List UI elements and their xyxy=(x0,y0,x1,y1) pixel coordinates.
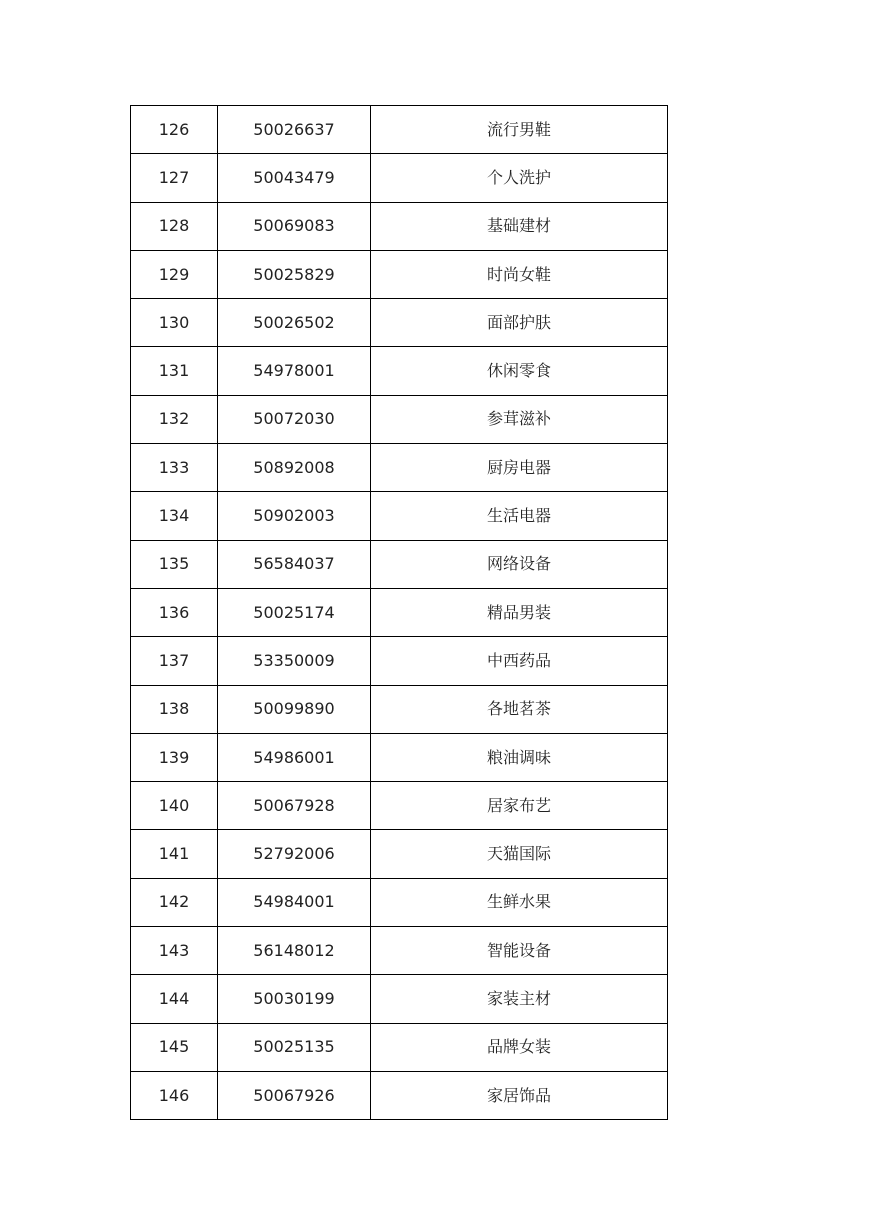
category-code-cell: 50892008 xyxy=(218,444,371,492)
category-code-cell: 50072030 xyxy=(218,395,371,443)
category-name-cell: 中西药品 xyxy=(371,637,668,685)
table-row xyxy=(131,975,668,1023)
category-code-cell: 53350009 xyxy=(218,637,371,685)
row-number-cell: 133 xyxy=(131,444,218,492)
table-row xyxy=(131,395,668,443)
table-row xyxy=(131,927,668,975)
row-number-cell: 135 xyxy=(131,540,218,588)
category-code-cell: 50026502 xyxy=(218,299,371,347)
table-row xyxy=(131,347,668,395)
category-code-cell: 50099890 xyxy=(218,685,371,733)
category-name-cell: 精品男装 xyxy=(371,588,668,636)
category-name-cell: 天猫国际 xyxy=(371,830,668,878)
row-number-cell: 126 xyxy=(131,106,218,154)
table-row xyxy=(131,299,668,347)
category-code-cell: 54984001 xyxy=(218,878,371,926)
row-number-cell: 132 xyxy=(131,395,218,443)
row-number-cell: 143 xyxy=(131,927,218,975)
row-number-cell: 140 xyxy=(131,782,218,830)
category-name-cell: 粮油调味 xyxy=(371,733,668,781)
table-row xyxy=(131,830,668,878)
row-number-cell: 138 xyxy=(131,685,218,733)
category-name-cell: 居家布艺 xyxy=(371,782,668,830)
row-number-cell: 136 xyxy=(131,588,218,636)
table-row xyxy=(131,202,668,250)
table-row xyxy=(131,492,668,540)
category-name-cell: 生鲜水果 xyxy=(371,878,668,926)
category-name-cell: 智能设备 xyxy=(371,927,668,975)
category-code-cell: 54986001 xyxy=(218,733,371,781)
category-code-cell: 50067926 xyxy=(218,1071,371,1119)
category-code-cell: 56584037 xyxy=(218,540,371,588)
row-number-cell: 128 xyxy=(131,202,218,250)
category-name-cell: 家居饰品 xyxy=(371,1071,668,1119)
table-row xyxy=(131,250,668,298)
table-row xyxy=(131,106,668,154)
table-row xyxy=(131,733,668,781)
category-name-cell: 品牌女装 xyxy=(371,1023,668,1071)
category-name-cell: 基础建材 xyxy=(371,202,668,250)
category-code-cell: 50067928 xyxy=(218,782,371,830)
category-name-cell: 休闲零食 xyxy=(371,347,668,395)
row-number-cell: 130 xyxy=(131,299,218,347)
category-code-cell: 50069083 xyxy=(218,202,371,250)
row-number-cell: 141 xyxy=(131,830,218,878)
row-number-cell: 137 xyxy=(131,637,218,685)
table-row xyxy=(131,154,668,202)
category-code-cell: 54978001 xyxy=(218,347,371,395)
row-number-cell: 134 xyxy=(131,492,218,540)
row-number-cell: 142 xyxy=(131,878,218,926)
category-name-cell: 家装主材 xyxy=(371,975,668,1023)
category-code-cell: 52792006 xyxy=(218,830,371,878)
category-name-cell: 参茸滋补 xyxy=(371,395,668,443)
row-number-cell: 145 xyxy=(131,1023,218,1071)
category-code-cell: 56148012 xyxy=(218,927,371,975)
table-row xyxy=(131,444,668,492)
table-row xyxy=(131,685,668,733)
category-table xyxy=(130,105,668,1120)
table-body xyxy=(131,106,668,1120)
category-name-cell: 个人洗护 xyxy=(371,154,668,202)
row-number-cell: 127 xyxy=(131,154,218,202)
row-number-cell: 146 xyxy=(131,1071,218,1119)
row-number-cell: 131 xyxy=(131,347,218,395)
row-number-cell: 144 xyxy=(131,975,218,1023)
category-name-cell: 时尚女鞋 xyxy=(371,250,668,298)
category-name-cell: 面部护肤 xyxy=(371,299,668,347)
table-row xyxy=(131,782,668,830)
table-row xyxy=(131,878,668,926)
category-name-cell: 生活电器 xyxy=(371,492,668,540)
category-name-cell: 流行男鞋 xyxy=(371,106,668,154)
table-row xyxy=(131,588,668,636)
row-number-cell: 139 xyxy=(131,733,218,781)
category-code-cell: 50026637 xyxy=(218,106,371,154)
category-code-cell: 50043479 xyxy=(218,154,371,202)
category-code-cell: 50030199 xyxy=(218,975,371,1023)
category-code-cell: 50025135 xyxy=(218,1023,371,1071)
table-row xyxy=(131,1071,668,1119)
table-row xyxy=(131,637,668,685)
category-name-cell: 厨房电器 xyxy=(371,444,668,492)
row-number-cell: 129 xyxy=(131,250,218,298)
table-row xyxy=(131,540,668,588)
category-code-cell: 50025829 xyxy=(218,250,371,298)
category-code-cell: 50902003 xyxy=(218,492,371,540)
category-code-cell: 50025174 xyxy=(218,588,371,636)
category-name-cell: 各地茗茶 xyxy=(371,685,668,733)
category-name-cell: 网络设备 xyxy=(371,540,668,588)
table-row xyxy=(131,1023,668,1071)
